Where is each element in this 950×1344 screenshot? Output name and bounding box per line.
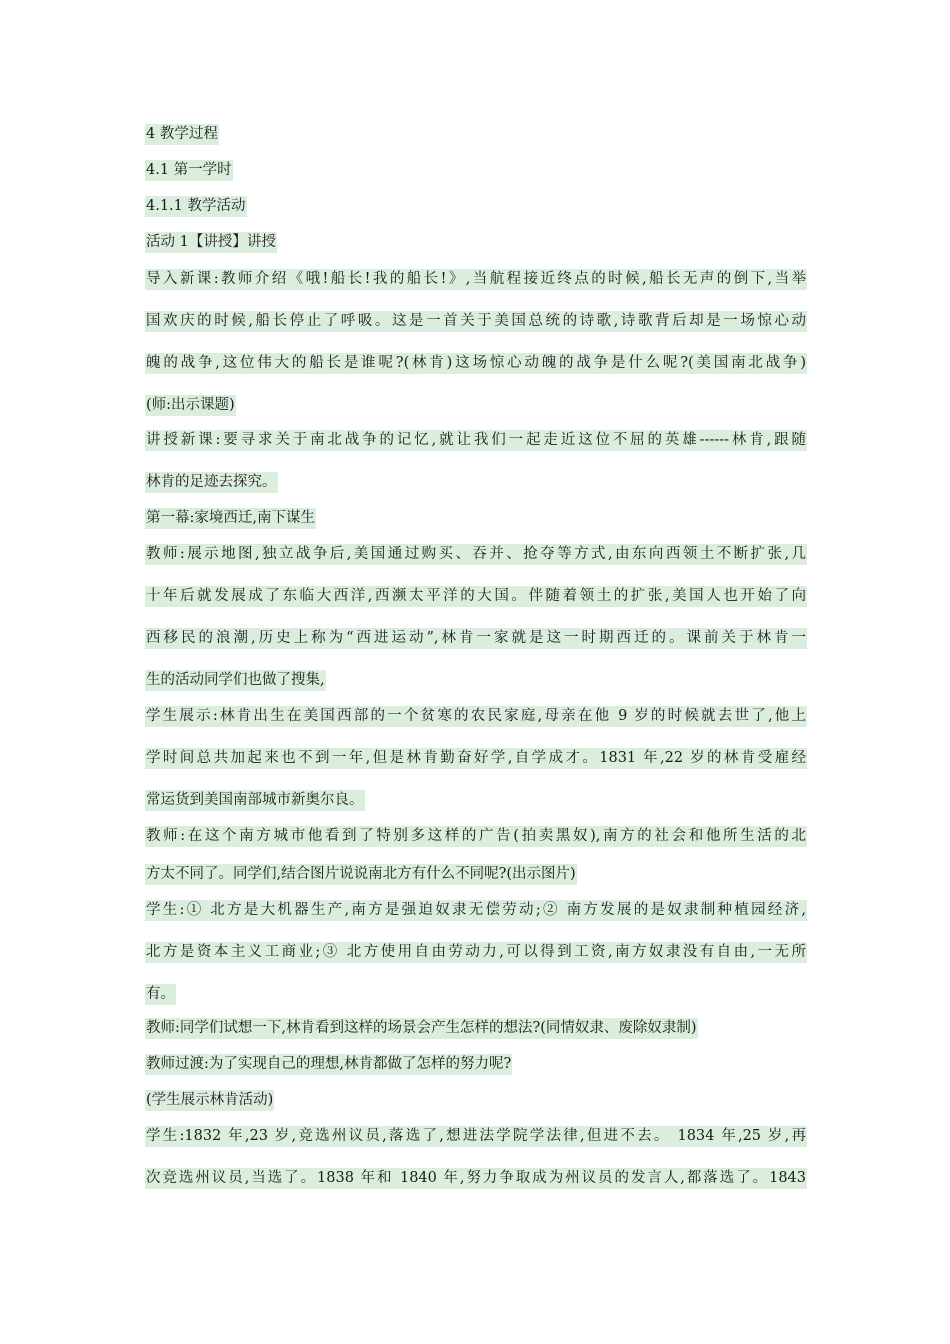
text-line: 常运货到美国南部城市新奥尔良。 — [145, 790, 365, 811]
text-line: 导入新课:教师介绍《哦!船长!我的船长!》,当航程接近终点的时候,船长无声的倒下,当举 — [145, 269, 807, 290]
text-line: 4 教学过程 — [145, 124, 219, 145]
text-line: 教师:同学们试想一下,林肯看到这样的场景会产生怎样的想法?(同情奴隶、废除奴隶制) — [145, 1018, 698, 1039]
text-line: 学生展示:林肯出生在美国西部的一个贫寒的农民家庭,母亲在他 9 岁的时候就去世了,他上 — [145, 706, 807, 727]
section-heading — [145, 124, 219, 149]
scene-heading — [145, 508, 316, 533]
paragraph-line — [145, 1054, 512, 1079]
text-line: 第一幕:家境西迁,南下谋生 — [145, 508, 316, 529]
text-line: 教师:在这个南方城市他看到了特别多这样的广告(拍卖黑奴),南方的社会和他所生活的北 — [145, 826, 807, 847]
paragraph-line — [145, 790, 365, 815]
paragraph-line — [145, 826, 807, 847]
text-line: 有。 — [145, 984, 176, 1005]
text-line: (学生展示林肯活动) — [145, 1090, 274, 1111]
text-line: (师:出示课题) — [145, 395, 236, 416]
subsubsection-heading — [145, 196, 247, 221]
text-line: 学生:① 北方是大机器生产,南方是强迫奴隶无偿劳动;② 南方发展的是奴隶制种植园经济, — [145, 900, 807, 921]
paragraph-line — [145, 748, 807, 769]
text-line: 4.1 第一学时 — [145, 160, 233, 181]
subsection-heading — [145, 160, 233, 185]
text-line: 北方是资本主义工商业;③ 北方使用自由劳动力,可以得到工资,南方奴隶没有自由,一无所 — [145, 942, 807, 963]
text-line: 教师过渡:为了实现自己的理想,林肯都做了怎样的努力呢? — [145, 1054, 512, 1075]
text-line: 方太不同了。同学们,结合图片说说南北方有什么不同呢?(出示图片) — [145, 864, 577, 885]
paragraph-line — [145, 900, 807, 921]
text-line: 次竞选州议员,当选了。1838 年和 1840 年,努力争取成为州议员的发言人,都落选了。1843 — [145, 1168, 807, 1189]
text-line: 讲授新课:要寻求关于南北战争的记忆,就让我们一起走近这位不屈的英雄------林肯,跟随 — [145, 430, 807, 451]
text-line: 十年后就发展成了东临大西洋,西濒太平洋的大国。伴随着领土的扩张,美国人也开始了向 — [145, 586, 807, 607]
text-line: 国欢庆的时候,船长停止了呼吸。这是一首关于美国总统的诗歌,诗歌背后却是一场惊心动 — [145, 311, 807, 332]
text-line: 生的活动同学们也做了搜集, — [145, 670, 326, 691]
paragraph-line — [145, 1168, 807, 1189]
text-line: 魄的战争,这位伟大的船长是谁呢?(林肯)这场惊心动魄的战争是什么呢?(美国南北战争) — [145, 353, 807, 374]
paragraph-line — [145, 628, 807, 649]
paragraph-line — [145, 670, 326, 695]
activity-heading — [145, 232, 277, 257]
paragraph-line — [145, 395, 236, 420]
paragraph-line — [145, 1126, 807, 1147]
text-line: 西移民的浪潮,历史上称为“西进运动”,林肯一家就是这一时期西迁的。课前关于林肯一 — [145, 628, 807, 649]
paragraph-line — [145, 311, 807, 332]
text-line: 学生:1832 年,23 岁,竞选州议员,落选了,想进法学院学法律,但进不去。 1834 年,25 岁,再 — [145, 1126, 807, 1147]
paragraph-line — [145, 544, 807, 565]
paragraph-line — [145, 984, 176, 1009]
text-line: 4.1.1 教学活动 — [145, 196, 247, 217]
text-line: 林肯的足迹去探究。 — [145, 472, 278, 493]
paragraph-line — [145, 430, 807, 451]
paragraph-line — [145, 1018, 698, 1043]
paragraph-line — [145, 942, 807, 963]
paragraph-line — [145, 1090, 274, 1115]
paragraph-line — [145, 586, 807, 607]
text-line: 学时间总共加起来也不到一年,但是林肯勤奋好学,自学成才。1831 年,22 岁的林肯受雇经 — [145, 748, 807, 769]
paragraph-line — [145, 706, 807, 727]
text-line: 教师:展示地图,独立战争后,美国通过购买、吞并、抢夺等方式,由东向西领土不断扩张,几 — [145, 544, 807, 565]
paragraph-line — [145, 269, 807, 290]
text-line: 活动 1【讲授】讲授 — [145, 232, 277, 253]
paragraph-line — [145, 353, 807, 374]
paragraph-line — [145, 864, 577, 889]
paragraph-line — [145, 472, 278, 497]
